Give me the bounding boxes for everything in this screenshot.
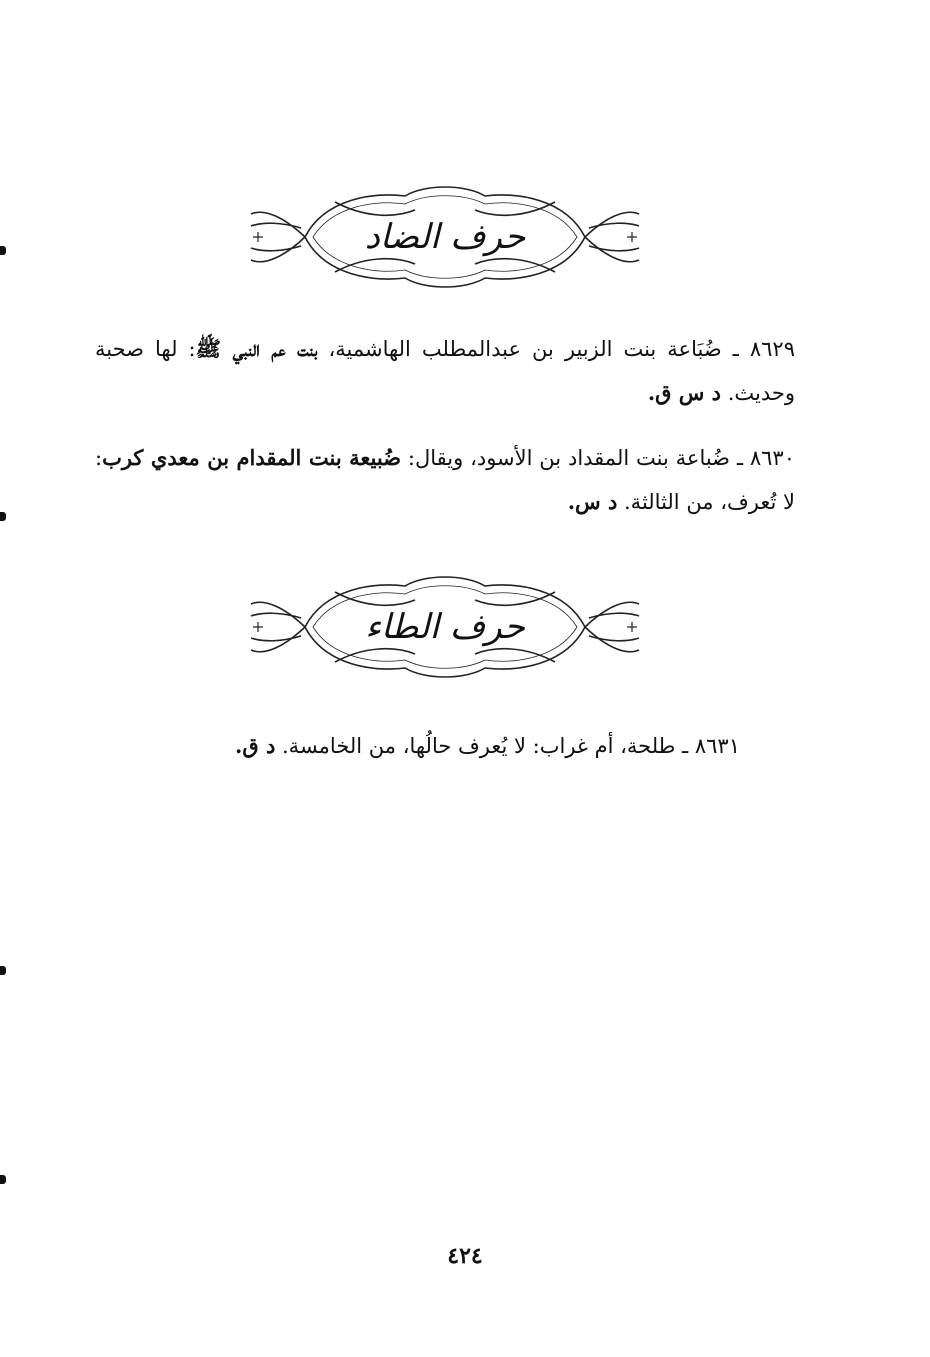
- entry-separator: ـ: [730, 446, 750, 470]
- page-number: ٤٢٤: [447, 1243, 483, 1269]
- entry-bold-text: بنت عم النبي ﷺ: [195, 336, 318, 361]
- entry-8630: [95, 436, 795, 524]
- entry-8631: [140, 724, 740, 768]
- heading-title: حرف الضاد: [364, 217, 526, 257]
- entry-text: ضُباعة بنت المقداد بن الأسود، ويقال:: [401, 446, 731, 470]
- entry-bold-text: ضُبيعة بنت المقدام بن معدي كرب: [102, 445, 402, 470]
- entry-separator: ـ: [721, 337, 750, 361]
- entry-text-2: : لا تُعرف، من الثالثة.: [95, 446, 795, 514]
- entry-sigla: د ق.: [235, 733, 276, 758]
- edge-mark: [0, 512, 6, 521]
- entry-sigla: د س ق.: [647, 380, 722, 405]
- entry-number: ٨٦٣٠: [749, 446, 795, 470]
- entry-sigla: د س.: [567, 489, 618, 514]
- entry-number: ٨٦٢٩: [749, 337, 795, 361]
- entry-8629: [95, 327, 795, 415]
- edge-mark: [0, 966, 6, 975]
- heading-ornament-dad: [245, 178, 645, 296]
- entry-text-2: : لها صحبة وحديث.: [95, 337, 795, 405]
- heading-ornament-ta: [245, 568, 645, 686]
- entry-text: طلحة، أم غراب: لا يُعرف حالُها، من الخامسة.: [275, 734, 676, 758]
- entry-text: ضُبَاعة بنت الزبير بن عبدالمطلب الهاشمية،: [317, 337, 722, 361]
- edge-mark: [0, 1175, 6, 1184]
- entry-separator: ـ: [675, 734, 695, 758]
- entry-number: ٨٦٣١: [694, 734, 740, 758]
- edge-mark: [0, 246, 6, 255]
- heading-title: حرف الطاء: [365, 607, 525, 647]
